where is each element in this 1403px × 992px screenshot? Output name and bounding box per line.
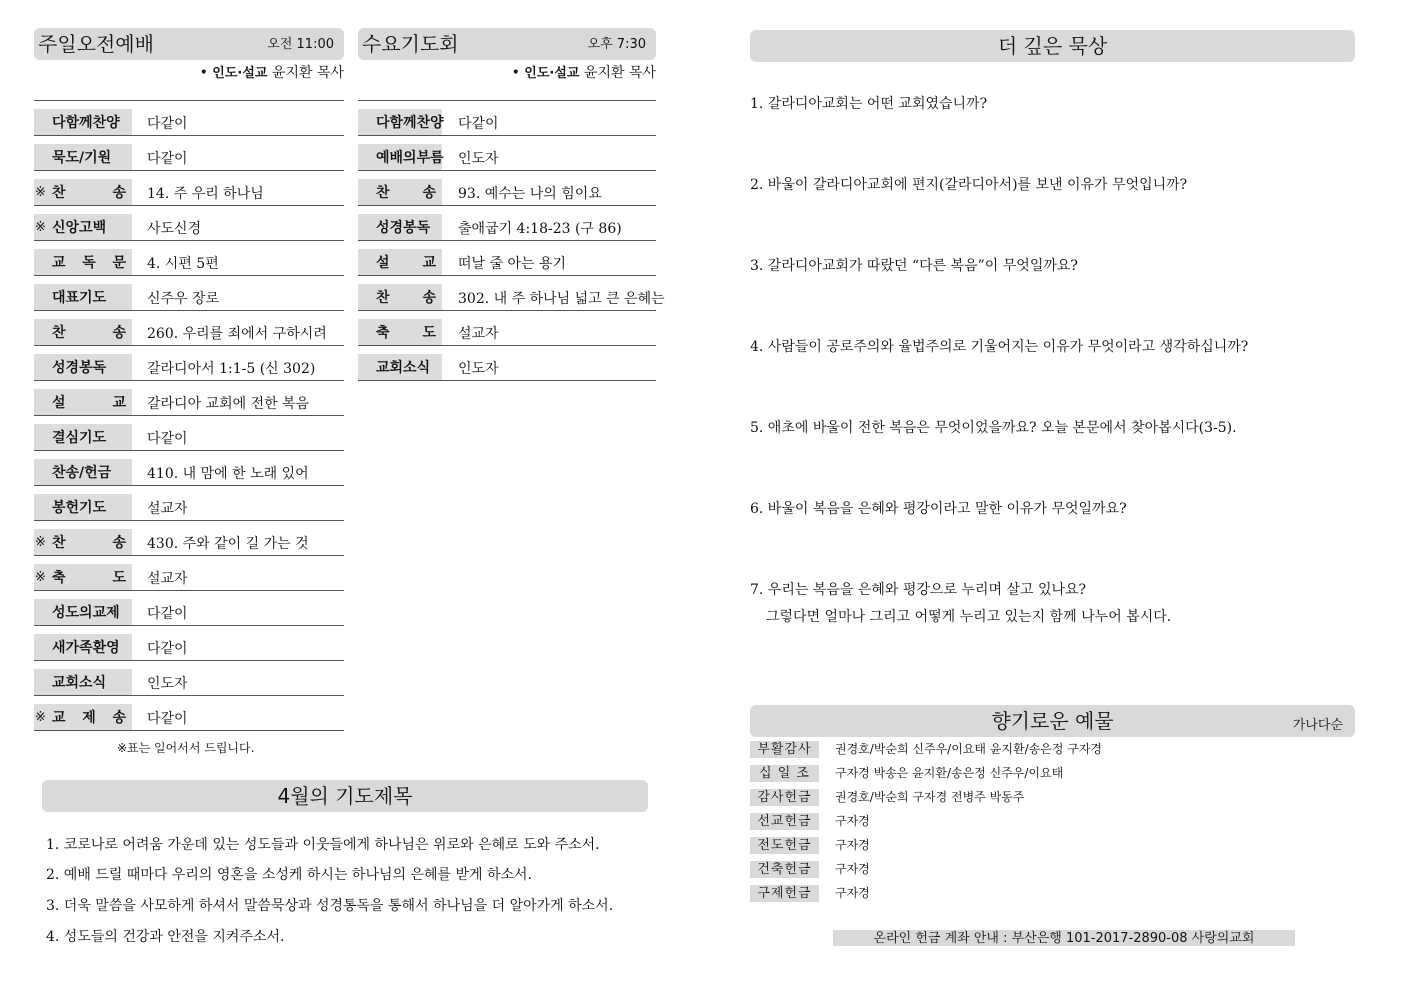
order-label <box>358 109 442 135</box>
order-label <box>358 214 442 240</box>
order-row <box>34 696 344 731</box>
order-value: 갈라디아 교회에 전한 복음 <box>147 396 310 412</box>
prayer-item: 4. 성도들의 건강과 안전을 지켜주소서. <box>46 929 285 945</box>
sunday-officiant <box>150 62 344 82</box>
order-label-text: 성경봉독 <box>376 220 431 236</box>
order-value: 260. 우리를 죄에서 구하시려 <box>147 326 327 342</box>
order-value: 인도자 <box>147 676 188 692</box>
order-label-text: 교회소식 <box>52 675 107 691</box>
order-label <box>358 179 442 205</box>
order-row <box>34 626 344 661</box>
order-label <box>358 284 442 310</box>
wednesday-order-table <box>358 100 665 381</box>
order-label-text: 성도의교제 <box>52 605 120 621</box>
order-row <box>34 556 344 591</box>
order-label <box>34 354 132 380</box>
meditation-question: 1. 갈라디아교회는 어떤 교회였습니까? <box>750 96 988 112</box>
order-value: 302. 내 주 하나님 넓고 큰 은혜는 <box>458 291 665 307</box>
order-row <box>34 276 344 311</box>
order-row <box>358 346 656 381</box>
officiant-label: 인도·설교 <box>524 66 580 81</box>
order-label <box>34 494 132 520</box>
order-row <box>34 451 344 486</box>
wednesday-service-time: 오후 7:30 <box>587 37 646 52</box>
order-row <box>34 521 344 556</box>
offering-names: 권경호/박순희 구자경 전병주 박동주 <box>835 790 1025 804</box>
meditation-question: 6. 바울이 복음을 은혜와 평강이라고 말한 이유가 무엇일까요? <box>750 501 1127 517</box>
order-label-text: 찬 송 <box>52 535 126 551</box>
sunday-service-time: 오전 11:00 <box>267 37 334 52</box>
order-value: 430. 주와 같이 길 가는 것 <box>147 536 309 552</box>
online-offering-account: 온라인 헌금 계좌 안내 : 부산은행 101-2017-2890-08 사랑의교회 <box>833 930 1295 946</box>
order-value: 설교자 <box>147 501 188 517</box>
wednesday-service-title: 수요기도회 <box>362 32 459 56</box>
sunday-service-header <box>34 28 344 60</box>
order-row <box>34 171 344 206</box>
order-label-text: 축 도 <box>52 570 126 586</box>
order-label-text: 축 도 <box>376 325 436 341</box>
order-label-text: 설 교 <box>52 395 126 411</box>
offering-category: 부활감사 <box>750 741 819 758</box>
standing-mark: ※ <box>35 710 46 725</box>
order-row <box>34 486 344 521</box>
order-value: 갈라디아서 1:1-5 (신 302) <box>147 361 316 377</box>
order-label-text: 설 교 <box>376 255 436 271</box>
standing-note: ※표는 일어서서 드립니다. <box>117 741 255 755</box>
offering-names: 구자경 <box>835 862 870 876</box>
offering-title: 향기로운 예물 <box>991 709 1114 733</box>
order-label-text: 다함께찬양 <box>52 115 120 131</box>
order-value: 다같이 <box>147 711 188 727</box>
order-value: 다같이 <box>458 116 499 132</box>
prayer-item: 3. 더욱 말씀을 사모하게 하셔서 말씀묵상과 성경통독을 통해서 하나님을 더 알아가게 하소서. <box>46 898 614 914</box>
sunday-service-title: 주일오전예배 <box>38 32 154 56</box>
order-label-text: 대표기도 <box>52 290 107 306</box>
offering-category: 구제헌금 <box>750 885 819 902</box>
standing-mark: ※ <box>35 570 46 585</box>
order-label-text: 예배의부름 <box>376 150 444 166</box>
order-label-text: 결심기도 <box>52 430 107 446</box>
order-label-text: 새가족환영 <box>52 640 120 656</box>
order-label <box>34 459 132 485</box>
standing-mark: ※ <box>35 220 46 235</box>
order-label-text: 찬 송 <box>52 185 126 201</box>
order-label <box>358 144 442 170</box>
offering-names: 권경호/박순희 신주우/이요태 윤지환/송은정 구자경 <box>835 742 1103 756</box>
bullet: • <box>199 65 213 81</box>
order-value: 사도신경 <box>147 221 202 237</box>
offering-category: 전도헌금 <box>750 837 819 854</box>
meditation-question: 3. 갈라디아교회가 따랐던 “다른 복음”이 무엇일까요? <box>750 258 1078 274</box>
order-label-text: 교회소식 <box>376 360 431 376</box>
meditation-question: 5. 애초에 바울이 전한 복음은 무엇이었을까요? 오늘 본문에서 찾아봅시다(3-5). <box>750 420 1237 436</box>
order-label <box>34 284 132 310</box>
order-label <box>34 214 132 240</box>
order-label-text: 성경봉독 <box>52 360 107 376</box>
standing-mark: ※ <box>35 185 46 200</box>
order-label-text: 다함께찬양 <box>376 115 444 131</box>
order-label-text: 교 제 송 <box>52 710 126 726</box>
order-label <box>34 319 132 345</box>
order-label-text: 찬 송 <box>52 325 126 341</box>
order-value: 14. 주 우리 하나님 <box>147 186 264 202</box>
wednesday-service-header <box>358 28 656 60</box>
order-value: 인도자 <box>458 151 499 167</box>
order-value: 다같이 <box>147 151 188 167</box>
offering-names: 구자경 <box>835 814 870 828</box>
prayer-item: 1. 코로나로 어려움 가운데 있는 성도들과 이웃들에게 하나님은 위로와 은혜로 도와 주소서. <box>46 837 600 853</box>
order-row <box>34 206 344 241</box>
officiant-label: 인도·설교 <box>212 66 268 81</box>
order-row <box>34 101 344 136</box>
meditation-title: 더 깊은 묵상 <box>750 30 1355 62</box>
order-row <box>358 171 656 206</box>
meditation-question-continued: 그렇다면 얼마나 그리고 어떻게 누리고 있는지 함께 나누어 봅시다. <box>766 609 1172 625</box>
offering-header <box>750 705 1355 737</box>
order-value: 신주우 장로 <box>147 291 220 307</box>
order-value: 다같이 <box>147 116 188 132</box>
wednesday-officiant <box>460 62 656 82</box>
prayer-item: 2. 예배 드릴 때마다 우리의 영혼을 소성케 하시는 하나님의 은혜를 받게 하소서. <box>46 867 533 883</box>
bullet: • <box>511 65 525 81</box>
order-value: 인도자 <box>458 361 499 377</box>
order-label <box>34 564 132 590</box>
order-value: 다같이 <box>147 606 188 622</box>
order-value: 출애굽기 4:18-23 (구 86) <box>458 221 622 237</box>
order-row <box>358 241 656 276</box>
order-label <box>358 354 442 380</box>
offering-order-note: 가나다순 <box>1292 718 1343 733</box>
meditation-question: 2. 바울이 갈라디아교회에 편지(갈라디아서)를 보낸 이유가 무엇입니까? <box>750 177 1188 193</box>
officiant-name: 윤지환 목사 <box>583 65 656 81</box>
order-row <box>358 101 656 136</box>
order-label <box>34 109 132 135</box>
order-label-text: 찬 송 <box>376 185 436 201</box>
order-label <box>34 599 132 625</box>
meditation-question: 7. 우리는 복음을 은혜와 평강으로 누리며 살고 있나요? <box>750 582 1087 598</box>
prayer-topics-title: 4월의 기도제목 <box>42 780 648 812</box>
order-row <box>358 276 665 311</box>
order-label-text: 교 독 문 <box>52 255 126 271</box>
order-label <box>358 249 442 275</box>
order-label-text: 찬송/헌금 <box>52 465 112 481</box>
sunday-order-table <box>34 100 344 731</box>
order-label <box>34 179 132 205</box>
order-value: 다같이 <box>147 431 188 447</box>
order-label <box>34 424 132 450</box>
officiant-name: 윤지환 목사 <box>271 65 344 81</box>
order-value: 다같이 <box>147 641 188 657</box>
order-label-text: 신앙고백 <box>52 220 107 236</box>
order-label-text: 찬 송 <box>376 290 436 306</box>
offering-category: 건축헌금 <box>750 861 819 878</box>
meditation-question: 4. 사람들이 공로주의와 율법주의로 기울어지는 이유가 무엇이라고 생각하십니까? <box>750 339 1249 355</box>
order-row <box>34 381 344 416</box>
offering-category: 십 일 조 <box>750 765 819 782</box>
order-row <box>34 241 344 276</box>
order-label-text: 봉헌기도 <box>52 500 107 516</box>
order-value: 설교자 <box>147 571 188 587</box>
order-value: 93. 예수는 나의 힘이요 <box>458 186 602 202</box>
order-row <box>34 346 344 381</box>
order-row <box>358 136 656 171</box>
order-value: 설교자 <box>458 326 499 342</box>
order-row <box>358 206 656 241</box>
order-label <box>34 634 132 660</box>
order-value: 410. 내 맘에 한 노래 있어 <box>147 466 309 482</box>
order-row <box>34 416 344 451</box>
order-row <box>34 311 344 346</box>
order-value: 떠날 줄 아는 용기 <box>458 256 567 272</box>
order-label <box>358 319 442 345</box>
order-label <box>34 249 132 275</box>
order-row <box>34 136 344 171</box>
offering-names: 구자경 <box>835 838 870 852</box>
order-row <box>34 661 344 696</box>
order-label <box>34 389 132 415</box>
order-label <box>34 529 132 555</box>
standing-mark: ※ <box>35 535 46 550</box>
order-label <box>34 704 132 730</box>
order-value: 4. 시편 5편 <box>147 256 219 272</box>
order-label <box>34 669 132 695</box>
offering-category: 감사헌금 <box>750 789 819 806</box>
order-label <box>34 144 132 170</box>
order-row <box>358 311 656 346</box>
order-label-text: 묵도/기원 <box>52 150 112 166</box>
order-row <box>34 591 344 626</box>
offering-category: 선교헌금 <box>750 813 819 830</box>
offering-names: 구자경 박송은 윤지환/송은정 신주우/이요태 <box>835 766 1064 780</box>
offering-names: 구자경 <box>835 886 870 900</box>
